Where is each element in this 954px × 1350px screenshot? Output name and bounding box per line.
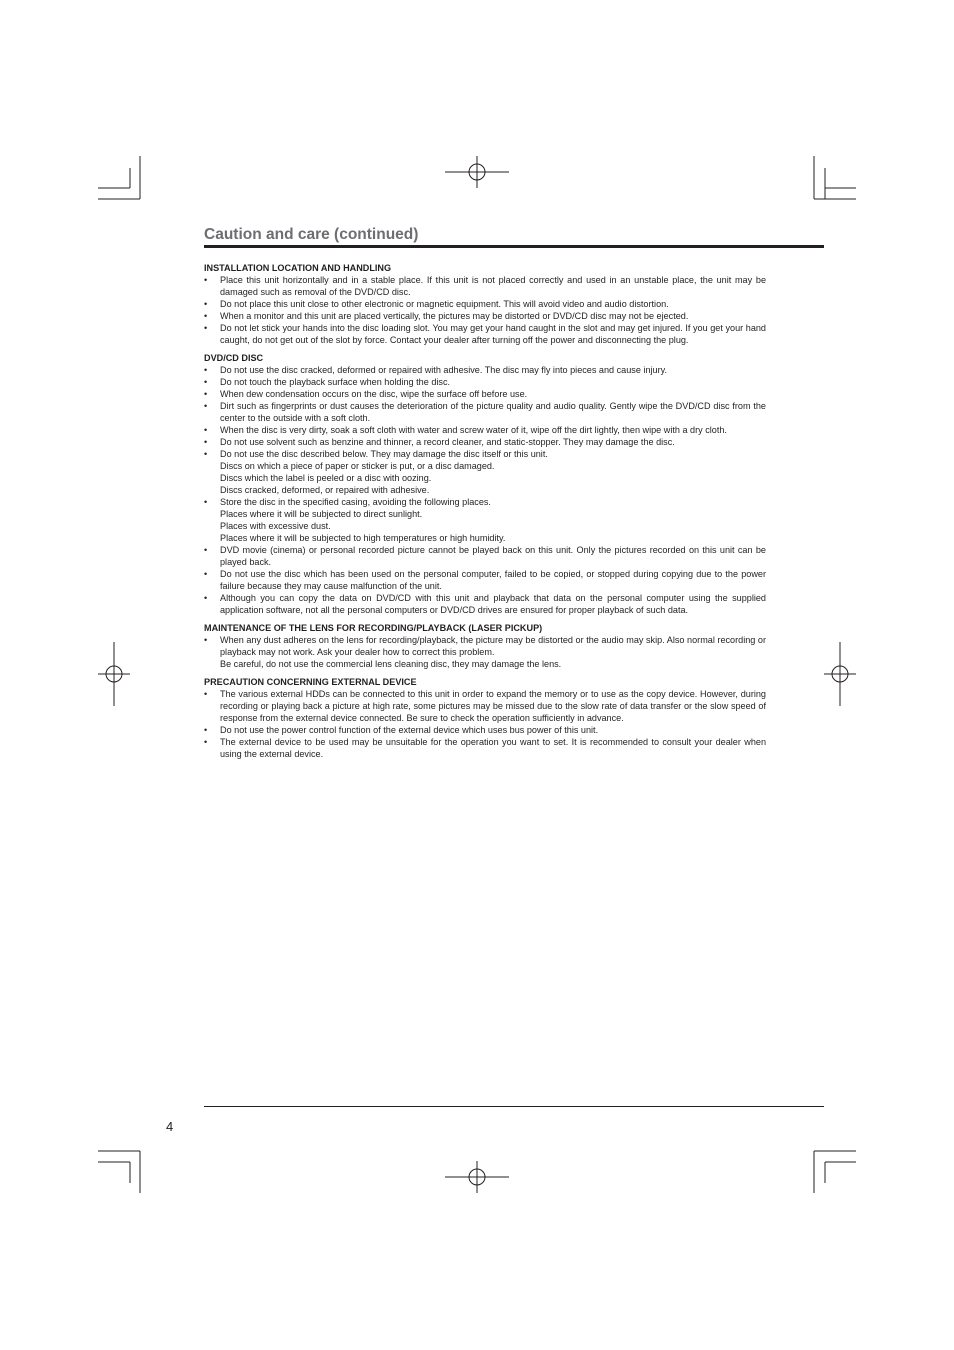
list-subitem: Discs on which a piece of paper or sticker is put, or a disc damaged. [220,461,495,471]
list-subitem: Be careful, do not use the commercial lens cleaning disc, they may damage the lens. [220,659,562,669]
list-item-text: Do not use the disc described below. They may damage the disc itself or this unit. [220,449,548,459]
bullet-list [204,364,766,616]
list-item [204,298,766,310]
list-subitem: Places where it will be subjected to high temperatures or high humidity. [220,533,506,543]
list-item [204,436,766,448]
list-item-text: Although you can copy the data on DVD/CD with this unit and playback that data on the personal computer using the supplied application software, not all the personal computers or DVD/CD drives are ensured for proper playback of such data. [220,593,766,615]
list-item [204,364,766,376]
list-item-text: Do not touch the playback surface when holding the disc. [220,377,451,387]
list-item-text: Place this unit horizontally and in a stable place. If this unit is not placed correctly and used in an unstable place, the unit may be damaged such as removal of the DVD/CD disc. [220,275,766,297]
list-subitem: Places where it will be subjected to direct sunlight. [220,509,423,519]
section-heading: MAINTENANCE OF THE LENS FOR RECORDING/PLAYBACK (LASER PICKUP) [204,623,543,633]
list-item-text: When a monitor and this unit are placed vertically, the pictures may be distorted or DVD/CD disc may not be ejected. [220,311,689,321]
list-item-text: Do not use the disc cracked, deformed or repaired with adhesive. The disc may fly into pieces and cause injury. [220,365,668,375]
title-rule [204,245,824,248]
list-item-text: Do not let stick your hands into the disc loading slot. You may get your hand caught in the slot and may get injured. If you get your hand caught, do not get out of the slot by force. Contact your dealer after turning off the power and disconnecting the plug. [220,323,766,345]
section [204,262,766,346]
list-item-text: Do not place this unit close to other electronic or magnetic equipment. This will avoid video and audio distortion. [220,299,669,309]
list-item-text: Store the disc in the specified casing, avoiding the following places. [220,497,491,507]
list-item-text: The various external HDDs can be connected to this unit in order to expand the memory or to use as the copy device. However, during recording or playing back a picture at high rate, some pictures may be missed due to the slow rate of data transfer or the slow speed of response from the external device connected. Be sure to check the operation sufficiently in advance. [220,689,766,723]
list-item-text: Do not use the power control function of the external device which uses bus power of this unit. [220,725,599,735]
bullet-list [204,634,766,670]
bullet-list [204,274,766,346]
list-item-text: DVD movie (cinema) or personal recorded picture cannot be played back on this unit. Only the pictures recorded on this unit can be played back. [220,545,766,567]
list-item [204,496,766,544]
list-item-text: Do not use the disc which has been used on the personal computer, failed to be copied, or stopped during copying due to the power failure because they may cause malfunction of the unit. [220,569,766,591]
section [204,676,766,760]
section [204,352,766,616]
section-heading: INSTALLATION LOCATION AND HANDLING [204,263,392,273]
list-item-text: The external device to be used may be unsuitable for the operation you want to set. It is recommended to consult your dealer when using the external device. [220,737,766,759]
list-item [204,322,766,346]
section [204,622,766,670]
list-item [204,448,766,496]
list-item [204,736,766,760]
list-item [204,424,766,436]
list-item-text: When any dust adheres on the lens for recording/playback, the picture may be distorted or the audio may skip. Also normal recording or playback may not work. Ask your dealer how to correct this problem. [220,635,766,657]
list-item [204,310,766,322]
list-item [204,592,766,616]
list-item [204,568,766,592]
list-item-text: When dew condensation occurs on the disc, wipe the surface off before use. [220,389,528,399]
section-heading: PRECAUTION CONCERNING EXTERNAL DEVICE [204,677,417,687]
list-item [204,388,766,400]
list-item-text: When the disc is very dirty, soak a soft cloth with water and screw water of it, wipe off the dirt lightly, then wipe with a dry cloth. [220,425,727,435]
list-subitem: Discs cracked, deformed, or repaired with adhesive. [220,485,430,495]
list-item [204,688,766,724]
list-subitem: Places with excessive dust. [220,521,331,531]
list-item-text: Dirt such as fingerprints or dust causes the deterioration of the picture quality and audio quality. Gently wipe the DVD/CD disc from the center to the outside with a soft cloth. [220,401,766,423]
page-number: 4 [166,1119,174,1134]
content-body [204,262,766,766]
list-item [204,724,766,736]
page-title: Caution and care (continued) [204,226,419,243]
list-subitem: Discs which the label is peeled or a disc with oozing. [220,473,432,483]
section-heading: DVD/CD DISC [204,353,264,363]
list-item [204,376,766,388]
list-item [204,544,766,568]
footer-rule [204,1106,824,1107]
list-item [204,400,766,424]
bullet-list [204,688,766,760]
list-item [204,634,766,670]
list-item [204,274,766,298]
list-item-text: Do not use solvent such as benzine and thinner, a record cleaner, and static-stopper. They may damage the disc. [220,437,675,447]
